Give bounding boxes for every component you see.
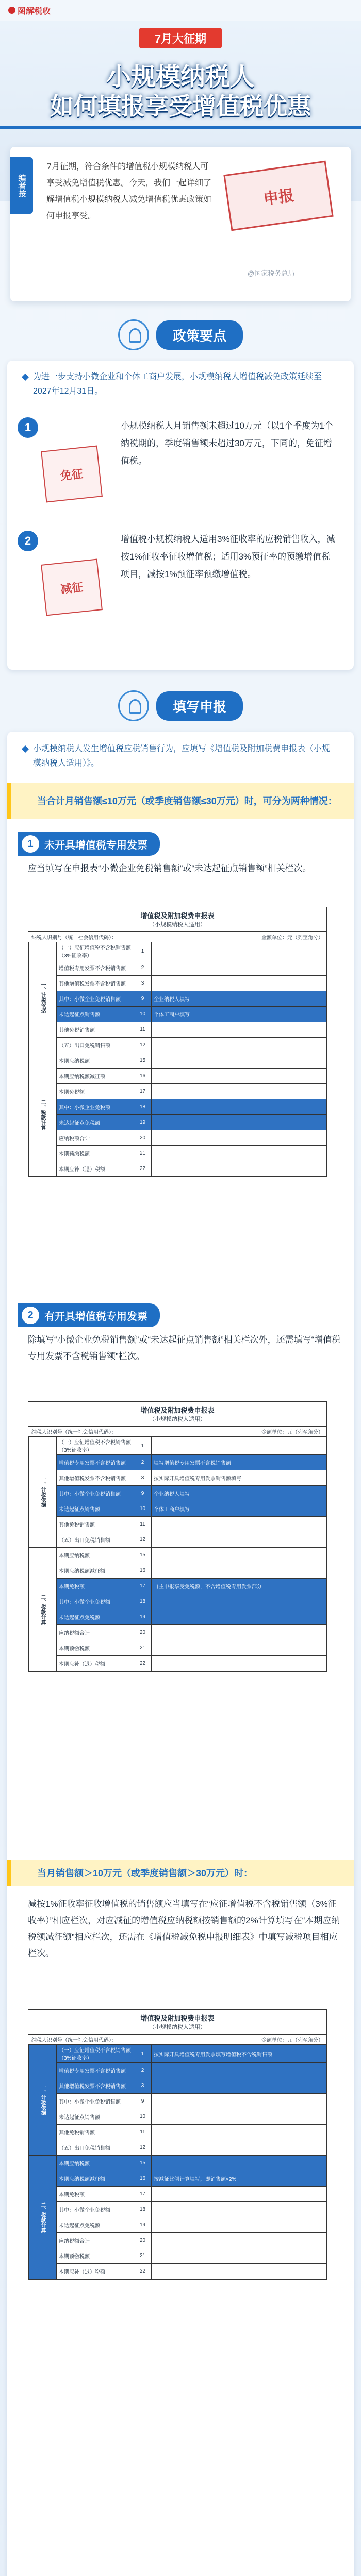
- brand-icon: [8, 7, 15, 14]
- row-label: 本期应补（退）税额: [57, 1656, 134, 1671]
- row-no: 19: [134, 2217, 152, 2233]
- table-row: [29, 1517, 326, 1532]
- form2-meta-right: 金额单位：元（列至角分）: [261, 1430, 323, 1435]
- table-row: [29, 1069, 326, 1084]
- case3-text: 减按1%征收率征收增值税的销售额应当填写在“应征增值税不含税销售额（3%征收率）”相应栏次，对应减征的增值税应纳税额按销售额的2%计算填写在“本期应纳税额减征额”相应栏次，还需在《增值税减免税申报明细表》中填写减税项目相应栏次。: [28, 1899, 340, 1958]
- row-no: 17: [134, 1579, 152, 1594]
- stamp-illustration: 申报: [223, 161, 333, 231]
- condition2-text: 当月销售额＞10万元（或季度销售额＞30万元）时：: [37, 1868, 253, 1878]
- row-label: （一）应征增值税不含税销售额（3%征收率）: [57, 2045, 134, 2063]
- table-row: [29, 1470, 326, 1486]
- lightbulb-icon: [118, 319, 149, 350]
- row-no: 10: [134, 1007, 152, 1022]
- policy-item1-text: 小规模纳税人月销售额未超过10万元（以1个季度为1个纳税期的，季度销售额未超过30万元，下同的，免征增值税。: [121, 421, 333, 466]
- row-label: （五）出口免税销售额: [57, 1038, 134, 1053]
- row-no: 11: [134, 2125, 152, 2140]
- row-no: 22: [134, 1161, 152, 1177]
- row-label: 本期预缴税额: [57, 1640, 134, 1656]
- table-row: [29, 976, 326, 991]
- form2-sec1: 一、计税依据: [29, 1437, 57, 1548]
- case1-number: 1: [22, 835, 39, 853]
- hero-stripe: [0, 126, 361, 129]
- form2-meta-left: 纳税人识别号（统一社会信用代码）：: [31, 1430, 117, 1435]
- table-row-highlight: [29, 991, 326, 1007]
- row-no: 22: [134, 1656, 152, 1671]
- form3-note-b: 按减征比例计算填写，即销售额×2%: [152, 2171, 326, 2187]
- table-row-highlight: [29, 2063, 326, 2078]
- form1-title: 增值税及附加税费申报表: [140, 912, 215, 920]
- table-row-highlight: [29, 1115, 326, 1130]
- row-no: 21: [134, 1146, 152, 1161]
- table-row-highlight: [29, 2045, 326, 2063]
- table-row: [29, 1146, 326, 1161]
- row-label: 应纳税额合计: [57, 1130, 134, 1146]
- row-label: 未达起征点销售额: [57, 2109, 134, 2125]
- row-no: 11: [134, 1022, 152, 1038]
- row-label: 本期免税额: [57, 1579, 134, 1594]
- row-label: （一）应征增值税不含税销售额（3%征收率）: [57, 1437, 134, 1455]
- case2-title: [18, 1303, 160, 1327]
- hero-title-line2: 如何填报享受增值税优惠: [50, 93, 311, 120]
- row-label: 应纳税额合计: [57, 1625, 134, 1640]
- brand-logo: [8, 5, 51, 16]
- row-no: 16: [134, 1069, 152, 1084]
- policy-heading: [0, 319, 361, 350]
- table-row: [29, 2217, 326, 2233]
- filing-lead-text: 小规模纳税人发生增值税应税销售行为，应填写《增值税及附加税费申报表（小规模纳税人适用）》。: [33, 744, 331, 768]
- row-no: 19: [134, 1115, 152, 1130]
- row-no: 20: [134, 1625, 152, 1640]
- filing-heading: [0, 690, 361, 721]
- table-row: [29, 1563, 326, 1579]
- condition2-bar: [7, 1860, 354, 1886]
- editor-note-tag: 编者按: [10, 157, 33, 214]
- form3-title: 增值税及附加税费申报表: [140, 2014, 215, 2022]
- table-row: [29, 960, 326, 976]
- policy-item2-number: 2: [18, 531, 38, 551]
- row-label: 其他增值税发票不含税销售额: [57, 1470, 134, 1486]
- form2-note-b: 按实际开具增值税专用发票销售额填写: [152, 1470, 326, 1486]
- row-label: 本期应纳税额: [57, 1053, 134, 1069]
- row-no: 17: [134, 2187, 152, 2202]
- exempt-illustration: 免征: [41, 446, 103, 503]
- row-no: 15: [134, 1548, 152, 1563]
- row-label: 增值税专用发票不含税销售额: [57, 2063, 134, 2078]
- form1-sec1: 一、计税依据: [29, 942, 57, 1053]
- table-row: [29, 1532, 326, 1548]
- row-no: 16: [134, 1563, 152, 1579]
- table-row-highlight: [29, 2171, 326, 2187]
- top-bar: [0, 0, 361, 21]
- reduce-illustration: 减征: [41, 559, 103, 616]
- row-no: 2: [134, 1455, 152, 1470]
- form2-meta: [28, 1426, 326, 1436]
- row-no: 9: [134, 991, 152, 1007]
- row-label: 其他免税销售额: [57, 1517, 134, 1532]
- row-no: 20: [134, 2233, 152, 2248]
- row-no: 1: [134, 2045, 152, 2063]
- policy-panel: [7, 361, 354, 670]
- form2-note-c: 企业纳税人填写: [152, 1486, 326, 1501]
- table-row: [29, 2202, 326, 2217]
- row-no: 10: [134, 2109, 152, 2125]
- form2-table: [28, 1436, 326, 1671]
- row-label: 未达起征点免税额: [57, 1609, 134, 1625]
- row-label: 本期应纳税额减征额: [57, 1563, 134, 1579]
- form3-meta-left: 纳税人识别号（统一社会信用代码）：: [31, 2038, 117, 2043]
- row-no: 18: [134, 2202, 152, 2217]
- filing-heading-label: 填写申报: [156, 691, 243, 721]
- table-row-highlight: [29, 1501, 326, 1517]
- row-no: 19: [134, 1609, 152, 1625]
- form2-sec2: 二、税款计算: [29, 1548, 57, 1671]
- row-no: 3: [134, 976, 152, 991]
- table-row: [29, 2187, 326, 2202]
- table-row: [29, 1625, 326, 1640]
- table-row: [29, 2140, 326, 2156]
- table-row: [29, 1437, 326, 1455]
- row-label: 未达起征点免税额: [57, 1115, 134, 1130]
- hero-tag: 7月大征期: [139, 28, 222, 48]
- table-row-highlight: [29, 1099, 326, 1115]
- row-label: 其中：小微企业免税额: [57, 2202, 134, 2217]
- policy-lead: [23, 370, 337, 399]
- table-row-highlight: [29, 2078, 326, 2094]
- row-label: 本期应纳税额: [57, 1548, 134, 1563]
- table-row: [29, 1084, 326, 1099]
- declaration-form-3: [28, 2009, 327, 2280]
- row-no: 1: [134, 1437, 152, 1455]
- form1-meta-left: 纳税人识别号（统一社会信用代码）：: [31, 935, 117, 941]
- row-label: 本期应补（退）税额: [57, 2264, 134, 2279]
- table-row: [29, 1656, 326, 1671]
- case2-text: 除填写“小微企业免税销售额”或“未达起征点销售额”相关栏次外，还需填写“增值税专用发票不含税销售额”栏次。: [28, 1335, 341, 1361]
- form1-note-a: 企业纳税人填写: [152, 991, 326, 1007]
- table-row: [29, 1038, 326, 1053]
- table-row: [29, 2125, 326, 2140]
- row-no: 17: [134, 1084, 152, 1099]
- row-no: 1: [134, 942, 152, 960]
- table-row: [29, 1053, 326, 1069]
- case2-title-text: 有开具增值税专用发票: [44, 1311, 147, 1323]
- form3-sec1: 一、计税依据: [29, 2045, 57, 2156]
- table-row-highlight: [29, 1455, 326, 1470]
- row-label: 本期预缴税额: [57, 1146, 134, 1161]
- row-no: 21: [134, 1640, 152, 1656]
- row-label: 其中：小微企业免税销售额: [57, 1486, 134, 1501]
- row-label: 其他增值税发票不含税销售额: [57, 976, 134, 991]
- row-no: 2: [134, 2063, 152, 2078]
- row-no: 9: [134, 1486, 152, 1501]
- row-label: 未达起征点销售额: [57, 1501, 134, 1517]
- table-row: [29, 1130, 326, 1146]
- row-label: 本期应补（退）税额: [57, 1161, 134, 1177]
- form1-meta: [28, 931, 326, 942]
- form3-sec2: 二、税款计算: [29, 2156, 57, 2279]
- row-no: 12: [134, 1038, 152, 1053]
- row-label: 增值税专用发票不含税销售额: [57, 960, 134, 976]
- table-row: [29, 1640, 326, 1656]
- diamond-bullet-icon: [22, 374, 29, 381]
- form3-meta: [28, 2034, 326, 2044]
- table-row: [29, 2233, 326, 2248]
- row-label: 其他增值税发票不含税销售额: [57, 2078, 134, 2094]
- table-row: [29, 2264, 326, 2279]
- table-row: [29, 1022, 326, 1038]
- row-no: 11: [134, 1517, 152, 1532]
- row-label: 本期免税额: [57, 1084, 134, 1099]
- watermark: @国家税务总局: [248, 269, 295, 277]
- row-label: 增值税专用发票不含税销售额: [57, 1455, 134, 1470]
- form1-sec2: 二、税款计算: [29, 1053, 57, 1177]
- form3-table: [28, 2044, 326, 2279]
- row-label: 应纳税额合计: [57, 2233, 134, 2248]
- case2-number: 2: [22, 1307, 39, 1324]
- table-row: [29, 1548, 326, 1563]
- table-row: [29, 2109, 326, 2125]
- row-label: 其他免税销售额: [57, 1022, 134, 1038]
- row-no: 12: [134, 1532, 152, 1548]
- declaration-form-2: [28, 1401, 327, 1672]
- table-row: [29, 1161, 326, 1177]
- table-row: [29, 942, 326, 960]
- row-no: 10: [134, 1501, 152, 1517]
- row-no: 3: [134, 1470, 152, 1486]
- table-row-highlight: [29, 1486, 326, 1501]
- row-no: 15: [134, 1053, 152, 1069]
- intro-card: [10, 147, 351, 301]
- row-label: （五）出口免税销售额: [57, 2140, 134, 2156]
- document-icon: [118, 690, 149, 721]
- table-row-highlight: [29, 1594, 326, 1609]
- case1-text: 应当填写在申报表“小微企业免税销售额”或“未达起征点销售额”相关栏次。: [28, 863, 311, 873]
- row-label: 本期应纳税额减征额: [57, 2171, 134, 2187]
- form2-note-e: 自主申报享受免税额，不含增值税专用发票部分: [152, 1579, 326, 1594]
- row-no: 9: [134, 2094, 152, 2109]
- form1-subtitle: （小规模纳税人适用）: [149, 922, 206, 928]
- filing-lead: [23, 742, 337, 771]
- table-row-highlight: [29, 1609, 326, 1625]
- row-no: 21: [134, 2248, 152, 2264]
- row-no: 16: [134, 2171, 152, 2187]
- row-label: 未达起征点销售额: [57, 1007, 134, 1022]
- policy-heading-label: 政策要点: [156, 320, 243, 350]
- row-label: 其他免税销售额: [57, 2125, 134, 2140]
- form3-meta-right: 金额单位：元（列至角分）: [261, 2038, 323, 2043]
- form2-subtitle: （小规模纳税人适用）: [149, 1416, 206, 1422]
- policy-item2-text: 增值税小规模纳税人适用3%征收率的应税销售收入，减按1%征收率征收增值税；适用3%预征率的预缴增值税项目，减按1%预征率预缴增值税。: [121, 534, 335, 579]
- case1-title-text: 未开具增值税专用发票: [44, 839, 147, 851]
- row-label: 本期应纳税额: [57, 2156, 134, 2171]
- form3-note-a: 按实际开具增值税专用发票填写增值税不含税销售额: [152, 2045, 326, 2063]
- form2-note-d: 个体工商户填写: [152, 1501, 326, 1517]
- row-no: 15: [134, 2156, 152, 2171]
- form1-note-b: 个体工商户填写: [152, 1007, 326, 1022]
- table-row-highlight: [29, 1579, 326, 1594]
- form1-meta-right: 金额单位：元（列至角分）: [261, 935, 323, 941]
- policy-item1-number: 1: [18, 417, 38, 438]
- row-no: 3: [134, 2078, 152, 2094]
- row-label: 本期预缴税额: [57, 2248, 134, 2264]
- diamond-bullet-icon: [22, 745, 29, 753]
- table-row: [29, 2094, 326, 2109]
- row-label: 未达起征点免税额: [57, 2217, 134, 2233]
- form2-note-a: 填写增值税专用发票不含税销售额: [152, 1455, 326, 1470]
- form3-subtitle: （小规模纳税人适用）: [149, 2024, 206, 2030]
- table-row-highlight: [29, 2156, 326, 2171]
- row-no: 2: [134, 960, 152, 976]
- table-row-highlight: [29, 1007, 326, 1022]
- row-label: （一）应征增值税不含税销售额（3%征收率）: [57, 942, 134, 960]
- intro-text: 7月征期，符合条件的增值税小规模纳税人可享受减免增值税优惠。今天，我们一起详细了解增值税小规模纳税人减免增值税优惠政策如何申报享受。: [46, 161, 212, 221]
- row-label: 其中：小微企业免税额: [57, 1099, 134, 1115]
- form2-title: 增值税及附加税费申报表: [140, 1406, 215, 1414]
- row-no: 18: [134, 1099, 152, 1115]
- row-no: 20: [134, 1130, 152, 1146]
- brand-name: 图解税收: [18, 7, 51, 16]
- row-label: 其中：小微企业免税销售额: [57, 991, 134, 1007]
- row-label: 其中：小微企业免税额: [57, 1594, 134, 1609]
- row-no: 12: [134, 2140, 152, 2156]
- row-label: （五）出口免税销售额: [57, 1532, 134, 1548]
- condition1-text: 当合计月销售额≤10万元（或季度销售额≤30万元）时，可分为两种情况：: [37, 796, 337, 806]
- row-no: 18: [134, 1594, 152, 1609]
- case1-title: [18, 832, 160, 856]
- table-row: [29, 2248, 326, 2264]
- policy-lead-text: 为进一步支持小微企业和个体工商户发展，小规模纳税人增值税减免政策延续至2027年12月31日。: [33, 372, 322, 396]
- declaration-form-1: [28, 907, 327, 1177]
- row-label: 本期应纳税额减征额: [57, 1069, 134, 1084]
- filing-panel: [7, 732, 354, 2576]
- row-no: 22: [134, 2264, 152, 2279]
- form1-table: [28, 942, 326, 1177]
- row-label: 其中：小微企业免税销售额: [57, 2094, 134, 2109]
- hero-title-line1: 小规模纳税人: [106, 63, 255, 91]
- condition1-bar: [7, 783, 354, 819]
- row-label: 本期免税额: [57, 2187, 134, 2202]
